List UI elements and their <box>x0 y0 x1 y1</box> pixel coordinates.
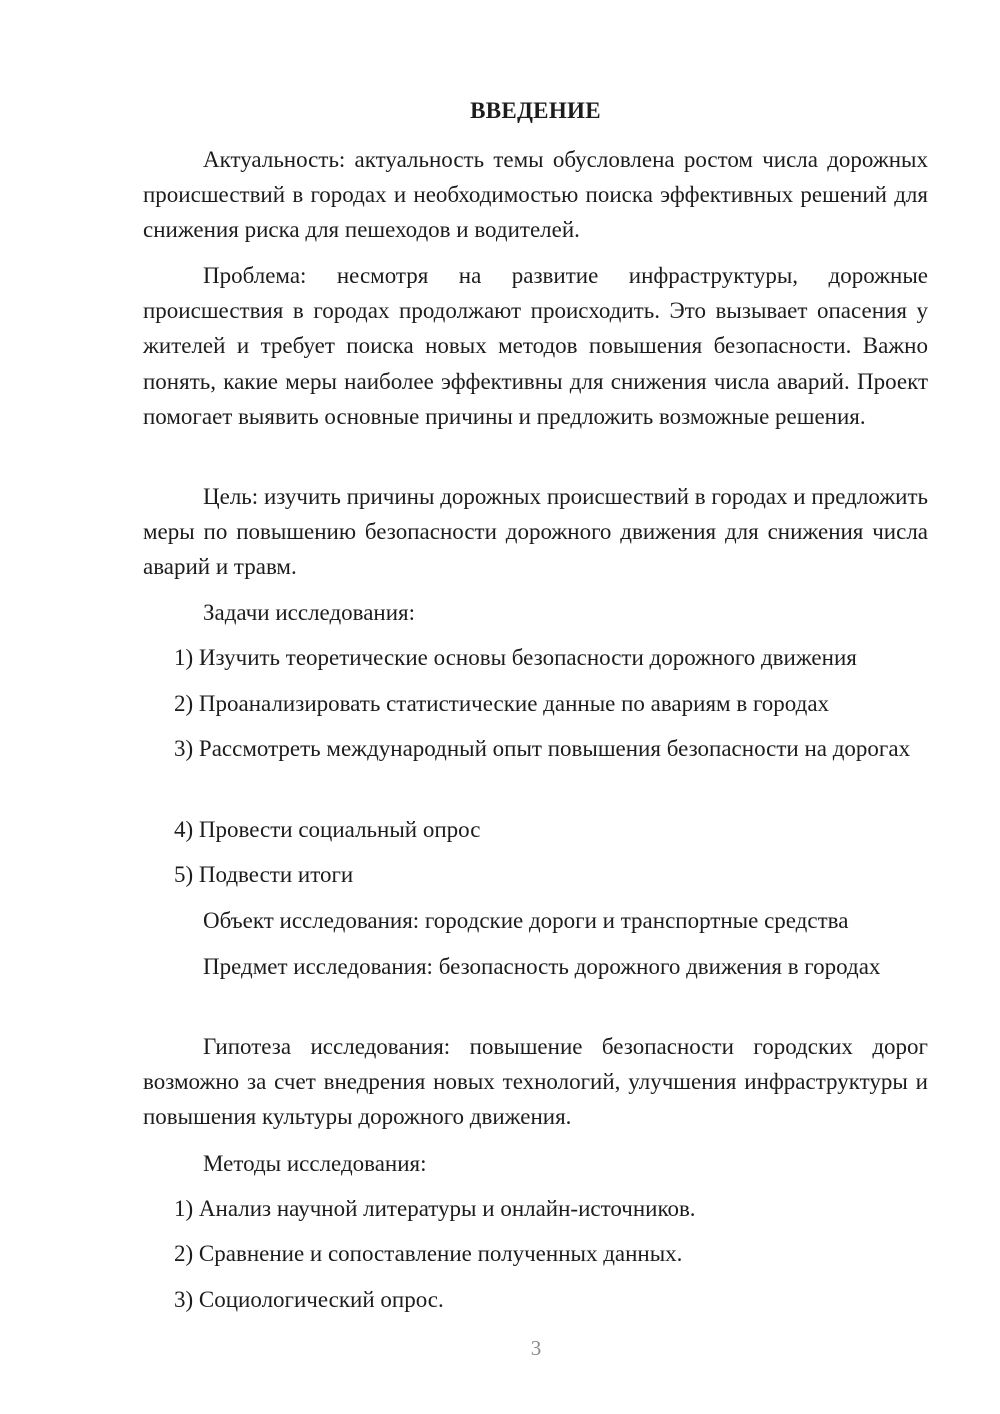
task-item-2: 2) Проанализировать статистические данные по авариям в городах <box>174 691 830 716</box>
subject-paragraph: Предмет исследования: безопасность дорожного движения в городах <box>203 954 881 979</box>
page-number: 3 <box>530 1336 542 1360</box>
section-heading: ВВЕДЕНИЕ <box>470 98 601 123</box>
methods-title: Методы исследования: <box>203 1151 427 1176</box>
tasks-title: Задачи исследования: <box>203 600 416 625</box>
goal-paragraph: Цель: изучить причины дорожных происшествий в городах и предложить меры по повышению безопасности дорожного движения для снижения числа аварий и травм. <box>143 484 928 580</box>
relevance-paragraph: Актуальность: актуальность темы обусловлена ростом числа дорожных происшествий в городах и необходимостью поиска эффективных решений для снижения риска для пешеходов и водителей. <box>143 147 928 243</box>
task-item-3: 3) Рассмотреть международный опыт повышения безопасности на дорогах <box>174 736 911 761</box>
task-item-4: 4) Провести социальный опрос <box>174 817 481 842</box>
task-item-5: 5) Подвести итоги <box>174 862 354 887</box>
method-item-2: 2) Сравнение и сопоставление полученных данных. <box>174 1241 683 1266</box>
task-item-1: 1) Изучить теоретические основы безопасности дорожного движения <box>174 645 857 670</box>
problem-paragraph: Проблема: несмотря на развитие инфраструктуры, дорожные происшествия в городах продолжают происходить. Это вызывает опасения у жителей и требует поиска новых методов повышения безопасности. Важно понять, какие меры наиболее эффективны для снижения числа аварий. Проект помогает выявить основные причины и предложить возможные решения. <box>143 263 928 429</box>
object-paragraph: Объект исследования: городские дороги и транспортные средства <box>203 908 849 933</box>
method-item-3: 3) Социологический опрос. <box>174 1287 444 1312</box>
method-item-1: 1) Анализ научной литературы и онлайн-источников. <box>174 1196 696 1221</box>
hypothesis-paragraph: Гипотеза исследования: повышение безопасности городских дорог возможно за счет внедрения новых технологий, улучшения инфраструктуры и повышения культуры дорожного движения. <box>143 1034 928 1130</box>
